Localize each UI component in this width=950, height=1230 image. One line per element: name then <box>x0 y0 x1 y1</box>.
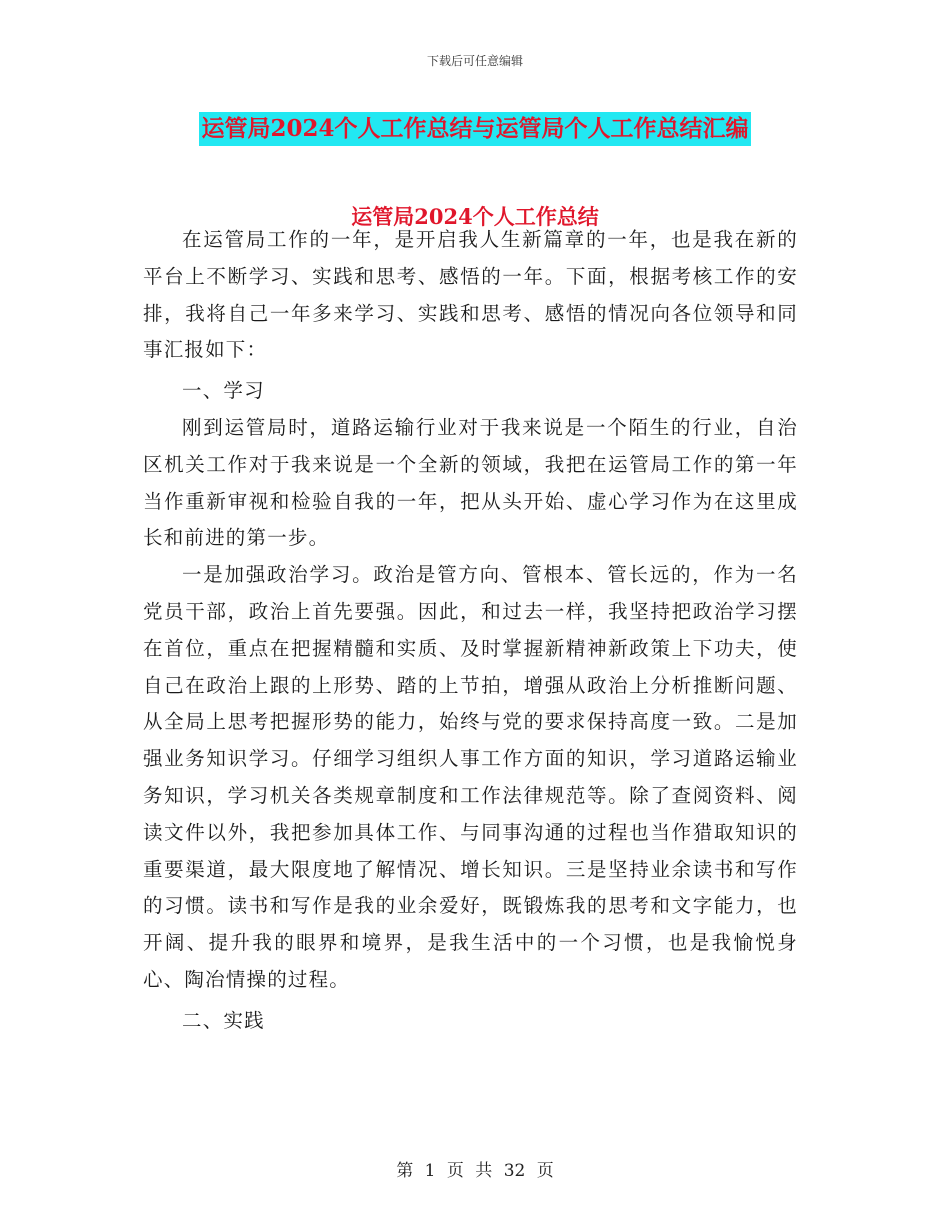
paragraph-learning-details: 一是加强政治学习。政治是管方向、管根本、管长远的，作为一名党员干部，政治上首先要强。因此，和过去一样，我坚持把政治学习摆在首位，重点在把握精髓和实质、及时掌握新精神新政策上下功夫，使自己在政治上跟的上形势、踏的上节拍，增强从政治上分析推断问题、从全局上思考把握形势的能力，始终与党的要求保持高度一致。二是加强业务知识学习。仔细学习组织人事工作方面的知识，学习道路运输业务知识，学习机关各类规章制度和工作法律规范等。除了查阅资料、阅读文件以外，我把参加具体工作、与同事沟通的过程也当作猎取知识的重要渠道，最大限度地了解情况、增长知识。三是坚持业余读书和写作的习惯。读书和写作是我的业余爱好，既锻炼我的思考和文字能力，也开阔、提升我的眼界和境界，是我生活中的一个习惯，也是我愉悦身心、陶冶情操的过程。 <box>143 563 798 991</box>
document-title-container <box>0 112 950 146</box>
document-main-title: 运管局2024个人工作总结与运管局个人工作总结汇编 <box>199 112 750 146</box>
heading-learning: 一、学习 <box>182 379 265 403</box>
page-header-note: 下载后可任意编辑 <box>426 54 523 68</box>
document-body <box>143 222 798 1040</box>
section-title: 运管局2024个人工作总结 <box>351 204 599 229</box>
paragraph-intro: 在运管局工作的一年，是开启我人生新篇章的一年，也是我在新的平台上不断学习、实践和思考、感悟的一年。下面，根据考核工作的安排，我将自己一年多来学习、实践和思考、感悟的情况向各位领导和同事汇报如下： <box>143 228 798 362</box>
page-footer-number: 第 1 页 共 32 页 <box>396 1161 554 1181</box>
paragraph-learning-intro: 刚到运管局时，道路运输行业对于我来说是一个陌生的行业，自治区机关工作对于我来说是一个全新的领域，我把在运管局工作的第一年当作重新审视和检验自我的一年，把从头开始、虚心学习作为在这里成长和前进的第一步。 <box>143 415 798 550</box>
heading-practice: 二、实践 <box>182 1008 265 1032</box>
